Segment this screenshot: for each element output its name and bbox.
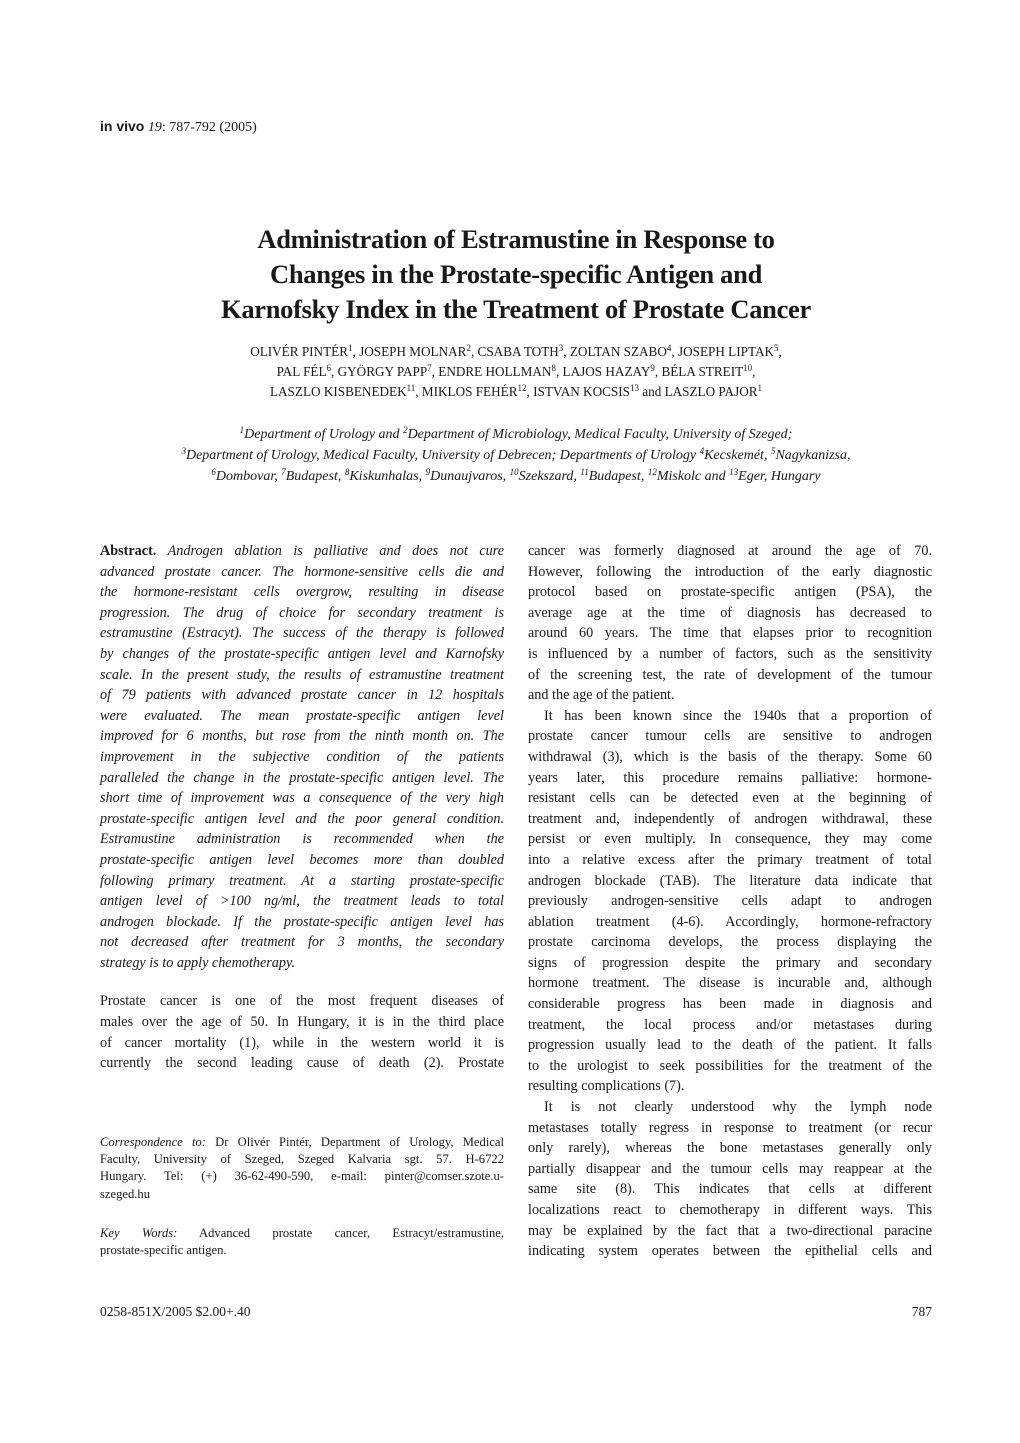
- author-name: ZOLTAN SZABO: [569, 344, 667, 359]
- body-text-line: prostate carcinoma develops, the process displaying the: [528, 934, 932, 951]
- body-paragraph: [528, 706, 932, 1097]
- title-line: Changes in the Prostate-specific Antigen and: [269, 259, 763, 289]
- author-affiliation-number: 11: [406, 383, 416, 393]
- affiliation-number: 13: [729, 467, 739, 477]
- correspondence-line: [100, 1151, 504, 1168]
- body-text-line: average age at the time of diagnosis has decreased to: [528, 604, 932, 621]
- correspondence-line: [100, 1186, 504, 1203]
- correspondence: [100, 1134, 504, 1203]
- affiliation-number: 3: [181, 446, 186, 456]
- affiliation-text: Eger, Hungary: [738, 469, 821, 484]
- abstract-text: strategy is to apply chemotherapy.: [100, 954, 296, 971]
- body-text-line: of cancer mortality (1), while in the western world it is: [100, 1034, 504, 1051]
- body-text-line: Prostate cancer is one of the most frequent diseases of: [100, 993, 504, 1010]
- author-affiliation-number: 10: [743, 363, 753, 373]
- abstract-line: [100, 623, 504, 644]
- author-affiliation-number: 6: [326, 363, 332, 373]
- abstract-line: [100, 850, 504, 871]
- affiliation-text: Dombovar,: [215, 469, 282, 484]
- body-text-line: cancer was formerly diagnosed at around the age of 70.: [528, 543, 932, 559]
- left-column: [100, 541, 504, 1074]
- author-list: [100, 342, 932, 402]
- keywords-label: Key Words:: [100, 1226, 178, 1240]
- abstract-text: not decreased after treatment for 3 months, the secondary: [100, 934, 504, 951]
- author-affiliation-number: 8: [551, 363, 556, 373]
- author-affiliation-number: 4: [666, 343, 672, 353]
- body-text-line: It has been known since the 1940s that a proportion of: [544, 707, 932, 724]
- abstract-line: [100, 829, 504, 850]
- correspondence-text: szeged.hu: [100, 1186, 151, 1201]
- affiliation-number: 8: [344, 467, 350, 477]
- affiliation-text: Kecskemét,: [704, 448, 771, 463]
- body-text-line: males over the age of 50. In Hungary, it is in the third place: [100, 1014, 504, 1031]
- body-text-line: hormone treatment. The disease is incurable and, although: [528, 975, 932, 992]
- affiliation-line: [90, 424, 942, 445]
- intro-paragraph: [100, 991, 504, 1073]
- paper-title: [100, 222, 932, 327]
- correspondence-text: Hungary. Tel: (+) 36-62-490-590, e-mail: pinter@comser.szote.u-: [100, 1169, 504, 1184]
- body-text-line: into a relative excess after the primary treatment of total: [528, 851, 932, 868]
- abstract-text: improvement in the subjective condition of the patients: [100, 748, 504, 765]
- affiliation-text: Department of Microbiology, Medical Faculty, University of Szeged;: [407, 427, 793, 442]
- abstract-text: Estramustine administration is recommended when the: [100, 831, 504, 848]
- abstract-line: [100, 644, 504, 665]
- author-line: LASZLO KISBENEDEK$^{11}$, MIKLOS FEHÉR$^{12}$, ISTVAN KOCSIS$^{13}$ and LASZLO PAJOR$^1$: [269, 383, 763, 399]
- right-column: [528, 541, 932, 1262]
- body-text-line: However, following the introduction of the early diagnostic: [528, 563, 932, 580]
- author-affiliation-number: 13: [629, 383, 639, 393]
- abstract-line: [100, 747, 504, 768]
- journal-pages: : 787-792 (2005): [161, 120, 257, 135]
- body-text-line: metastases totally regress in response to treatment (or recur: [528, 1119, 932, 1136]
- body-text-line: resistant cells can be detected even at the beginning of: [528, 790, 932, 807]
- journal-citation: [100, 118, 257, 136]
- body-text-line: resulting complications (7).: [528, 1078, 685, 1095]
- title-line: Karnofsky Index in the Treatment of Prostate Cancer: [221, 294, 811, 324]
- abstract-text: of 79 patients with advanced prostate cancer in 12 hospitals: [100, 687, 504, 704]
- affiliation-text: Szekszard,: [518, 469, 581, 484]
- abstract-line: [100, 562, 504, 583]
- affiliation-text: Department of Urology and: [244, 427, 404, 442]
- correspondence-label: Correspondence to:: [100, 1135, 206, 1149]
- body-text-line: partially disappear and the tumour cells may reappear at the: [528, 1160, 932, 1177]
- abstract-text: advanced prostate cancer. The hormone-sensitive cells die and: [100, 563, 504, 580]
- issn-price: 0258-851X/2005 $2.00+.40: [100, 1304, 251, 1319]
- author-name: GYÖRGY PAPP: [337, 364, 428, 379]
- affiliation-text: Budapest,: [588, 469, 648, 484]
- abstract-label: Abstract.: [100, 543, 157, 559]
- affiliation-number: 10: [509, 467, 519, 477]
- title-line: Administration of Estramustine in Response to: [257, 224, 775, 254]
- author-name: MIKLOS FEHÉR: [421, 384, 518, 399]
- author-line: PAL FÉL$^6$, GYÖRGY PAPP$^7$, ENDRE HOLLMAN$^8$, LAJOS HAZAY$^9$, BÉLA STREIT$^{10}$,: [276, 363, 756, 379]
- affiliation-number: 4: [699, 446, 705, 456]
- abstract-line: [100, 541, 504, 562]
- body-text-line: may be explained by the fact that a two-directional paracine: [528, 1222, 932, 1239]
- affiliations: [90, 424, 942, 487]
- affiliation-number: 7: [281, 467, 286, 477]
- author-affiliation-number: 7: [427, 363, 432, 373]
- author-name: JOSEPH LIPTAK: [677, 344, 774, 359]
- author-line: OLIVÉR PINTÉR$^1$, JOSEPH MOLNAR$^2$, CSABA TOTH$^3$, ZOLTAN SZABO$^4$, JOSEPH LIPTAK$^5$,: [250, 343, 782, 359]
- body-text-line: years later, this procedure remains palliative: hormone-: [528, 769, 932, 786]
- affiliation-number: 2: [403, 425, 408, 435]
- affiliation-line: [90, 466, 942, 487]
- body-text-line: indicating system operates between the epithelial cells and: [528, 1243, 932, 1260]
- abstract-line: [100, 582, 504, 603]
- body-text-line: localizations react to chemotherapy in different ways. This: [528, 1202, 932, 1218]
- body-text-line: signs of progression despite the primary and secondary: [528, 954, 932, 971]
- affiliation-text: Nagykanizsa,: [775, 448, 851, 463]
- affiliation-number: 1: [239, 425, 245, 435]
- affiliation-number: 9: [425, 467, 431, 477]
- abstract-line: [100, 768, 504, 789]
- abstract-line: [100, 665, 504, 686]
- author-name: ISTVAN KOCSIS: [533, 384, 630, 399]
- author-affiliation-number: 9: [650, 363, 655, 373]
- keywords: [100, 1225, 504, 1259]
- body-text-line: currently the second leading cause of death (2). Prostate: [100, 1055, 504, 1072]
- abstract-text: prostate-specific antigen level and the poor general condition.: [100, 810, 504, 827]
- abstract-line: [100, 726, 504, 747]
- author-name: JOSEPH MOLNAR: [359, 344, 467, 359]
- body-text-line: only rarely), whereas the bone metastases generally only: [528, 1140, 932, 1157]
- abstract-text: were evaluated. The mean prostate-specific antigen level: [100, 707, 504, 724]
- abstract-line: [100, 912, 504, 933]
- abstract-text: short time of improvement was a consequence of the very high: [100, 790, 504, 807]
- affiliation-number: 6: [211, 467, 216, 477]
- author-affiliation-number: 5: [774, 343, 779, 353]
- correspondence-text: Faculty, University of Szeged, Szeged Kalvaria sgt. 57. H-6722: [100, 1152, 504, 1167]
- body-text-line: previously androgen-sensitive cells adapt to androgen: [528, 893, 932, 910]
- affiliation-line: [90, 445, 942, 466]
- abstract-line: [100, 603, 504, 624]
- body-text-line: protocol based on prostate-specific antigen (PSA), the: [528, 584, 932, 601]
- body-paragraph: [528, 541, 932, 706]
- author-name: OLIVÉR PINTÉR: [250, 344, 348, 359]
- keywords-text: prostate-specific antigen.: [100, 1243, 227, 1258]
- keywords-line: [100, 1242, 504, 1259]
- affiliation-number: 11: [580, 467, 589, 477]
- page-number: 787: [911, 1304, 932, 1319]
- author-name: LAJOS HAZAY: [562, 364, 651, 379]
- abstract-line: [100, 685, 504, 706]
- body-text-line: around 60 years. The time that elapses prior to recognition: [528, 625, 932, 642]
- author-affiliation-number: 3: [558, 343, 564, 353]
- keywords-text: Advanced prostate cancer, Estracyt/estramustine,: [177, 1226, 504, 1240]
- body-text-line: ablation treatment (4-6). Accordingly, hormone-refractory: [528, 913, 932, 930]
- affiliation-text: Dunaujvaros,: [430, 469, 510, 484]
- abstract-text: prostate-specific antigen level becomes more than doubled: [100, 851, 504, 868]
- abstract-text: androgen blockade. If the prostate-specific antigen level has: [100, 913, 504, 930]
- affiliation-text: Miskolc and: [656, 469, 730, 484]
- body-text-line: treatment and, independently of androgen withdrawal, these: [528, 810, 932, 827]
- affiliation-number: 5: [770, 446, 776, 456]
- correspondence-text: Dr Olivér Pintér, Department of Urology, Medical: [205, 1135, 504, 1149]
- body-text-line: of the screening test, the rate of development of the tumour: [528, 666, 932, 683]
- abstract-text: Androgen ablation is palliative and does not cure: [156, 543, 504, 559]
- affiliation-text: Kiskunhalas,: [349, 469, 426, 484]
- abstract-line: [100, 809, 504, 830]
- body-text-line: androgen blockade (TAB). The literature data indicate that: [528, 872, 932, 889]
- author-name: CSABA TOTH: [477, 344, 559, 359]
- author-name: BÉLA STREIT: [661, 364, 744, 379]
- abstract-text: by changes of the prostate-specific antigen level and Karnofsky: [100, 645, 504, 662]
- correspondence-line: [100, 1168, 504, 1185]
- journal-volume: 19: [147, 120, 162, 135]
- abstract-line: [100, 706, 504, 727]
- body-text-line: treatment, the local process and/or metastases during: [528, 1016, 932, 1033]
- correspondence-line: [100, 1134, 504, 1151]
- body-text-line: same site (8). This indicates that cells at different: [528, 1181, 932, 1198]
- body-text-line: progression usually lead to the death of the patient. It falls: [528, 1037, 932, 1054]
- author-affiliation-number: 1: [348, 343, 353, 353]
- author-affiliation-number: 2: [466, 343, 471, 353]
- abstract-text: improved for 6 months, but rose from the ninth month on. The: [100, 728, 504, 745]
- abstract-text: estramustine (Estracyt). The success of the therapy is followed: [100, 625, 504, 642]
- abstract-line: [100, 788, 504, 809]
- body-text-line: and the age of the patient.: [528, 687, 675, 704]
- author-affiliation-number: 12: [517, 383, 527, 393]
- abstract-text: paralleled the change in the prostate-specific antigen level. The: [100, 769, 504, 786]
- body-text-line: considerable progress has been made in diagnosis and: [528, 996, 932, 1013]
- abstract-text: scale. In the present study, the results of estramustine treatment: [100, 666, 504, 683]
- abstract-text: following primary treatment. At a starting prostate-specific: [100, 872, 504, 889]
- affiliation-number: 12: [647, 467, 657, 477]
- abstract: [100, 541, 504, 973]
- abstract-text: progression. The drug of choice for secondary treatment is: [100, 604, 504, 621]
- body-text-line: persist or even multiply. In consequence, they may come: [528, 831, 932, 848]
- author-name: ENDRE HOLLMAN: [438, 364, 552, 379]
- journal-name: in vivo: [100, 118, 145, 134]
- body-text-line: to the urologist to seek possibilities for the treatment of the: [528, 1057, 932, 1074]
- keywords-line: [100, 1225, 504, 1242]
- body-paragraph: [528, 1097, 932, 1262]
- author-name: LASZLO KISBENEDEK: [269, 384, 407, 399]
- body-text-line: prostate cancer tumour cells are sensitive to androgen: [528, 728, 932, 745]
- abstract-line: [100, 932, 504, 953]
- body-text-line: It is not clearly understood why the lymph node: [544, 1099, 932, 1116]
- abstract-line: [100, 871, 504, 892]
- affiliation-text: Department of Urology, Medical Faculty, University of Debrecen; Departments of Urology: [185, 448, 700, 463]
- abstract-text: antigen level of >100 ng/ml, the treatment leads to total: [100, 893, 504, 910]
- affiliation-text: Budapest,: [285, 469, 345, 484]
- body-text-line: withdrawal (3), which is the basis of the therapy. Some 60: [528, 748, 932, 765]
- body-text-line: is influenced by a number of factors, such as the sensitivity: [528, 645, 932, 662]
- author-name: PAL FÉL: [276, 364, 327, 379]
- author-affiliation-number: 1: [757, 383, 763, 393]
- abstract-line: [100, 953, 504, 974]
- abstract-text: the hormone-resistant cells overgrow, resulting in disease: [100, 584, 504, 601]
- author-name: and LASZLO PAJOR: [642, 384, 758, 399]
- abstract-line: [100, 891, 504, 912]
